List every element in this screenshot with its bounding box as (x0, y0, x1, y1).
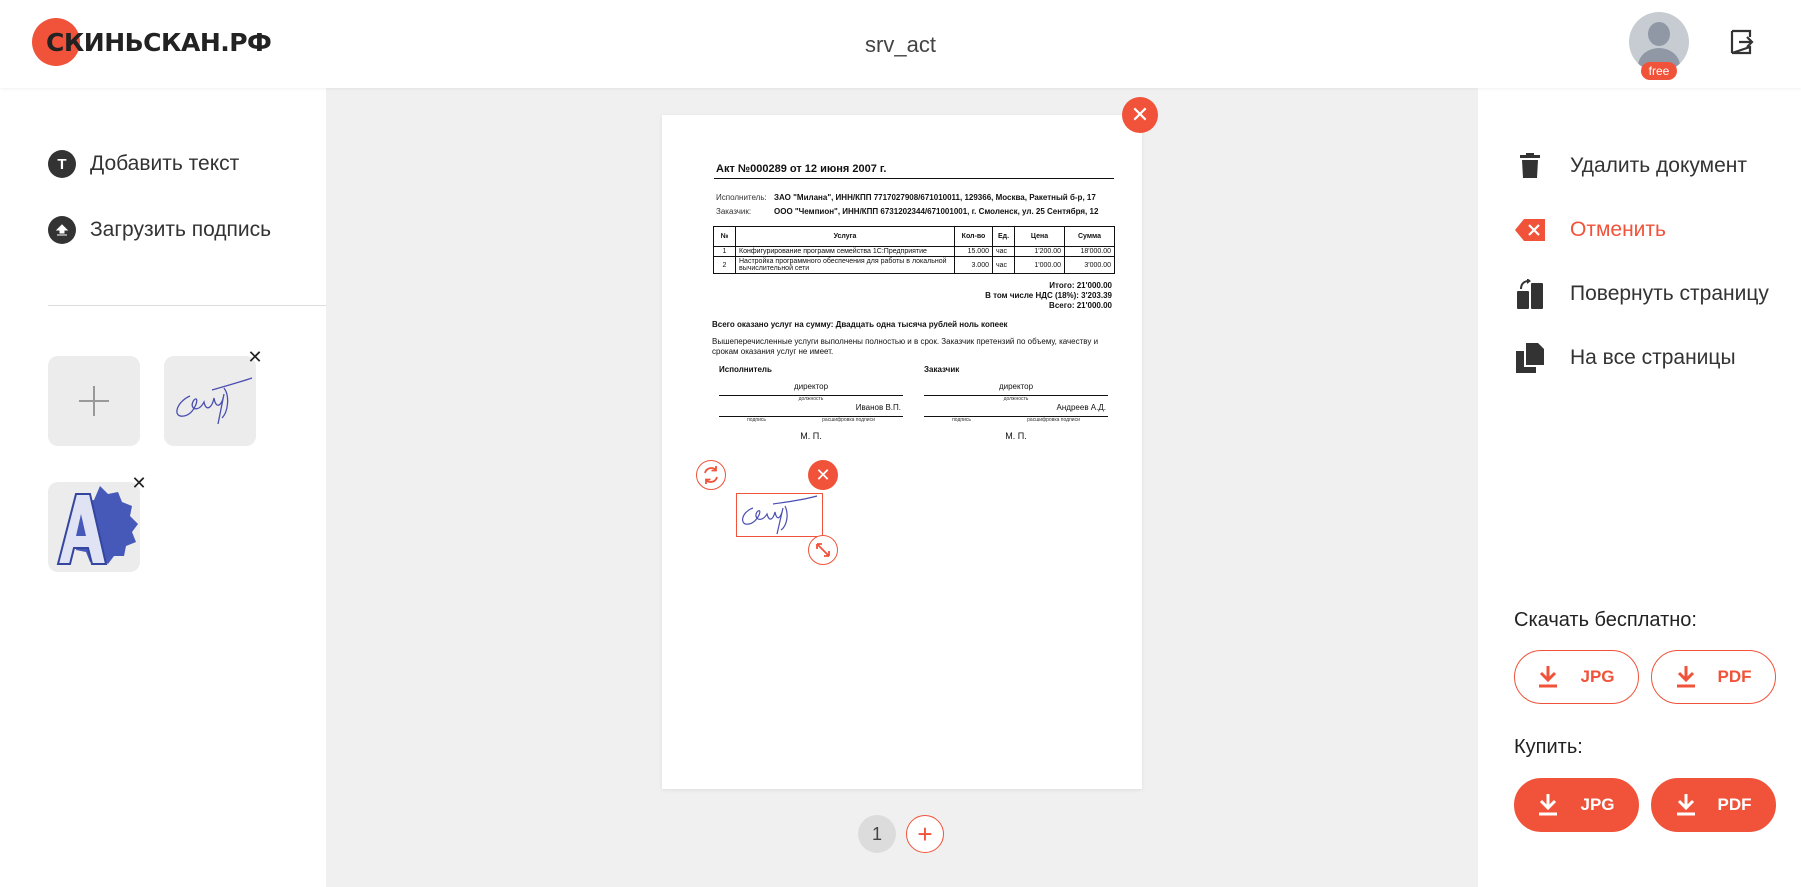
table-cell: 3'000.00 (1065, 257, 1115, 274)
table-cell: 2 (714, 257, 736, 274)
rotate-page-icon (1514, 278, 1546, 310)
customer-sign-head: Заказчик (924, 365, 960, 374)
pdf-label: PDF (1717, 667, 1752, 686)
free-download-pdf-button[interactable] (1651, 650, 1776, 704)
delete-document-button[interactable] (1514, 150, 1747, 182)
buy-pdf-button[interactable] (1651, 778, 1776, 832)
customer-value: ООО "Чемпион", ИНН/КПП 6731202344/671001001, г. Смоленск, ул. 25 Сентября, 12 (774, 207, 1099, 216)
table-cell: час (993, 247, 1015, 257)
sum-in-words: Всего оказано услуг на сумму: Двадцать одна тысяча рублей ноль копеек (712, 320, 1008, 329)
apply-all-pages-button[interactable] (1514, 342, 1736, 374)
editor-canvas (326, 88, 1478, 887)
page-number-1[interactable]: 1 (858, 815, 896, 853)
col-header: Кол-во (955, 227, 993, 247)
top-bar (0, 0, 1801, 88)
close-page-icon[interactable]: ✕ (1122, 97, 1158, 133)
stamp-mark: М. П. (1005, 431, 1027, 441)
signature-captions (719, 417, 903, 426)
pdf-label: PDF (1717, 795, 1752, 814)
upload-signature-label: Загрузить подпись (90, 218, 272, 241)
remove-stamp-icon[interactable]: ✕ (131, 473, 147, 493)
name-caption: расшифровка подписи (1027, 417, 1080, 423)
sign-caption: подпись (747, 417, 766, 423)
services-table (713, 226, 1115, 274)
free-download-jpg-button[interactable] (1514, 650, 1639, 704)
download-icon (1676, 794, 1696, 816)
executor-value: ЗАО "Милана", ИНН/КПП 7717027908/671010011, 129366, Москва, Ракетный б-р, 17 (774, 193, 1096, 202)
resize-signature-icon[interactable] (808, 535, 838, 565)
customer-position: директор (924, 382, 1108, 396)
stamp-mark: М. П. (800, 431, 822, 441)
col-header: Ед. (993, 227, 1015, 247)
plus-icon (48, 356, 140, 446)
executor-sign-head: Исполнитель (719, 365, 772, 374)
upload-icon (48, 216, 76, 244)
table-cell: Настройка программного обеспечения для работы в локальной вычислительной сети (736, 257, 955, 274)
document-title[interactable]: srv_act (865, 32, 936, 57)
executor-row (716, 193, 1096, 202)
act-title: Акт №000289 от 12 июня 2007 г. (716, 163, 887, 175)
position-caption: должность (798, 396, 824, 402)
avatar-head (1648, 22, 1670, 46)
name-caption: расшифровка подписи (822, 417, 875, 423)
executor-key: Исполнитель: (716, 193, 767, 202)
free-download-label: Скачать бесплатно: (1514, 609, 1697, 631)
download-icon (1538, 794, 1558, 816)
sidebar-divider (48, 305, 326, 306)
signature-captions (924, 417, 1108, 426)
add-text-label: Добавить текст (90, 152, 240, 175)
table-cell: 18'000.00 (1065, 247, 1115, 257)
delete-document-label: Удалить документ (1570, 154, 1747, 177)
table-row (714, 257, 1115, 274)
col-header: Сумма (1065, 227, 1115, 247)
rotate-page-label: Повернуть страницу (1570, 282, 1769, 305)
trash-icon (1514, 150, 1546, 182)
apply-all-pages-label: На все страницы (1570, 346, 1736, 369)
add-page-button[interactable]: + (906, 815, 944, 853)
table-row (714, 247, 1115, 257)
rotate-page-button[interactable] (1514, 278, 1769, 310)
logo[interactable] (32, 18, 271, 66)
logo-text: СКИНЬСКАН.РФ (46, 27, 272, 57)
executor-signature-block (719, 365, 903, 441)
executor-position: директор (719, 382, 903, 396)
col-header: № (714, 227, 736, 247)
col-header: Услуга (736, 227, 955, 247)
position-caption: должность (1003, 396, 1029, 402)
text-icon: T (48, 150, 76, 178)
grand-total-line: Всего: 21'000.00 (1049, 301, 1112, 310)
remove-placed-signature-icon[interactable]: ✕ (808, 460, 838, 490)
remove-signature-icon[interactable]: ✕ (247, 347, 263, 367)
buy-label: Купить: (1514, 736, 1583, 758)
sign-caption: подпись (952, 417, 971, 423)
placed-signature[interactable] (736, 493, 823, 537)
customer-name: Андреев А.Д. (924, 403, 1108, 417)
table-cell: 1'000.00 (1015, 257, 1065, 274)
backspace-icon (1514, 214, 1546, 246)
document-content (662, 115, 1142, 789)
col-header: Цена (1015, 227, 1065, 247)
table-cell: 15.000 (955, 247, 993, 257)
signature-image (737, 494, 824, 538)
jpg-label: JPG (1580, 667, 1615, 686)
copy-icon (1514, 342, 1546, 374)
left-sidebar (0, 88, 326, 887)
add-text-button[interactable] (48, 150, 239, 178)
plan-badge: free (1641, 62, 1677, 80)
table-cell: 3.000 (955, 257, 993, 274)
table-cell: 1 (714, 247, 736, 257)
table-cell: 1'200.00 (1015, 247, 1065, 257)
executor-name: Иванов В.П. (719, 403, 903, 417)
download-icon (1538, 666, 1558, 688)
table-header-row (714, 227, 1115, 247)
table-cell: Конфигурирование программ семейства 1С:Предприятие (736, 247, 955, 257)
title-rule (714, 178, 1114, 179)
customer-key: Заказчик: (716, 207, 752, 216)
stamp-tile[interactable] (48, 482, 140, 572)
undo-button[interactable] (1514, 214, 1666, 246)
jpg-label: JPG (1580, 795, 1615, 814)
upload-signature-button[interactable] (48, 216, 271, 244)
download-icon (1676, 666, 1696, 688)
logout-icon[interactable] (1728, 28, 1756, 56)
table-cell: час (993, 257, 1015, 274)
document-page[interactable] (662, 115, 1142, 789)
signature-tile[interactable] (164, 356, 256, 446)
buy-jpg-button[interactable] (1514, 778, 1639, 832)
total-line: Итого: 21'000.00 (1049, 281, 1112, 290)
undo-label: Отменить (1570, 218, 1666, 241)
completion-note: Вышеперечисленные услуги выполнены полностью и в срок. Заказчик претензий по объему, качеству и срокам оказания услуг не имеет. (712, 337, 1099, 356)
stamp-thumbnail (48, 482, 140, 572)
add-signature-tile[interactable] (48, 356, 140, 446)
right-sidebar (1478, 88, 1801, 887)
customer-signature-block (924, 365, 1108, 441)
signature-thumbnail (164, 356, 256, 446)
customer-row (716, 207, 1098, 216)
vat-line: В том числе НДС (18%): 3'203.39 (985, 291, 1112, 300)
rotate-signature-icon[interactable] (696, 460, 726, 490)
